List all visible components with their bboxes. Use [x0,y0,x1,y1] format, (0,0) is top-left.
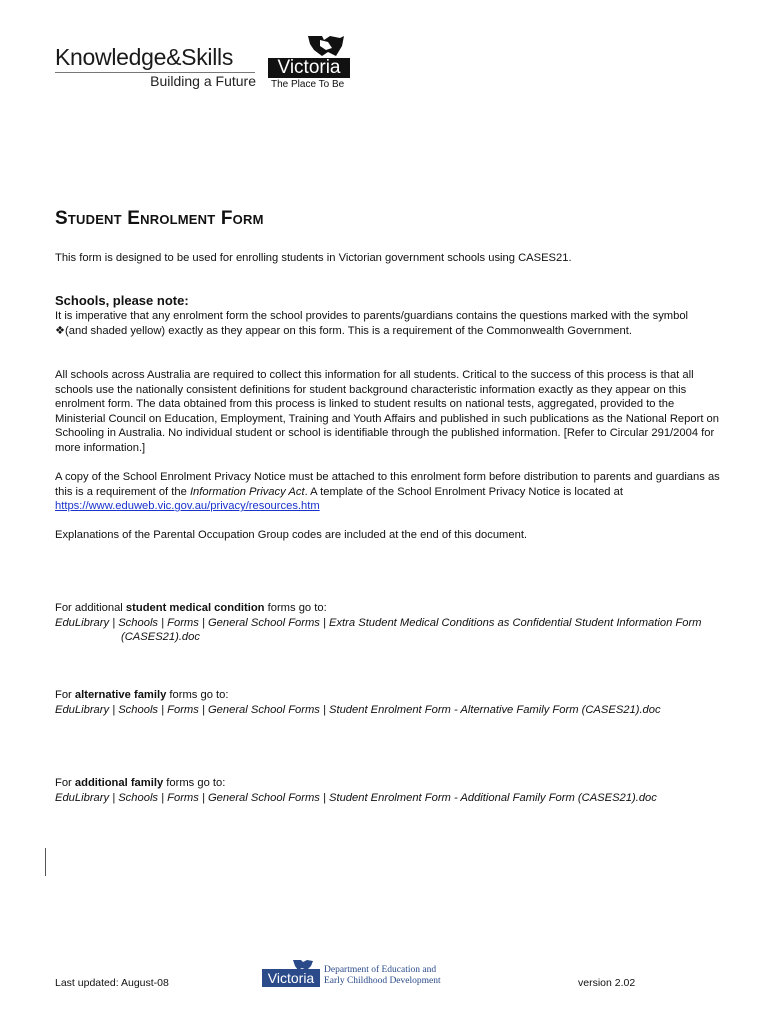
medical-form-intro: For additional student medical condition forms go to: [55,602,327,614]
note-heading: Schools, please note: [55,293,189,308]
page-title: Student Enrolment Form [55,208,264,229]
victoria-logo [268,34,352,94]
last-updated: Last updated: August-08 [55,977,169,989]
additional-form-reference [55,776,723,805]
medical-form-reference [55,601,723,645]
privacy-resources-link[interactable]: https://www.eduweb.vic.gov.au/privacy/resources.htm [55,500,320,513]
additional-form-path: EduLibrary | Schools | Forms | General School Forms | Student Enrolment Form - Additional Family Form (CASES21).doc [55,791,657,804]
privacy-text-after: . A template of the School Enrolment Privacy Notice is located at [304,485,623,498]
logo-tagline: Building a Future [150,73,256,89]
note-paragraph-2: All schools across Australia are required to collect this information for all students. Critical to the success of this process is that all schools use the nationally consistent definitions for student background characteristic information exactly as they appear on this enrolment form. The data obtained from this process is linked to student results on national tests, aggregated, provided to the Ministerial Council on Education, Employment, Training and Youth Affairs and published in such publications as the National Report on Schooling in Australia. No individual student or school is identifiable through the published information. [Refer to Circular 291/2004 for more information.] [55,369,719,454]
additional-form-intro: For additional family forms go to: [55,777,226,789]
note-paragraph-1: It is imperative that any enrolment form the school provides to parents/guardians contains the questions marked with the symbol ❖(and shaded yellow) exactly as they appear on this form. This is a requirement of the Commonwealth Government. [55,310,689,337]
privacy-text-before: A copy of the School Enrolment Privacy Notice must be attached to this enrolment form before distribution to parents and guardians as this is a requirement of the [55,471,720,498]
alternative-form-reference [55,688,723,717]
medical-form-path: EduLibrary | Schools | Forms | General School Forms | Extra Student Medical Conditions as Confidential Student Information Form (CASES21).doc [55,616,702,644]
privacy-act-name: Information Privacy Act [189,485,305,498]
victoria-wordmark: Victoria [268,58,350,78]
victoria-tagline: The Place To Be [271,79,345,90]
note-paragraph-4: Explanations of the Parental Occupation Group codes are included at the end of this document. [55,529,528,541]
margin-change-bar [45,848,46,876]
department-logo [262,959,442,991]
dept-victoria-wordmark: Victoria [262,969,320,987]
version-label: version 2.02 [578,977,636,989]
department-name: Department of Education and Early Childhood Development [324,965,441,986]
logo-title: Knowledge&Skills [55,44,234,70]
alternative-form-path: EduLibrary | Schools | Forms | General School Forms | Student Enrolment Form - Alternative Family Form (CASES21).doc [55,703,661,716]
victoria-map-icon [306,34,346,58]
intro-paragraph: This form is designed to be used for enrolling students in Victorian government schools using CASES21. [55,252,572,264]
note-paragraph-3 [55,470,723,514]
knowledge-skills-logo [55,44,260,92]
alternative-form-intro: For alternative family forms go to: [55,689,229,701]
